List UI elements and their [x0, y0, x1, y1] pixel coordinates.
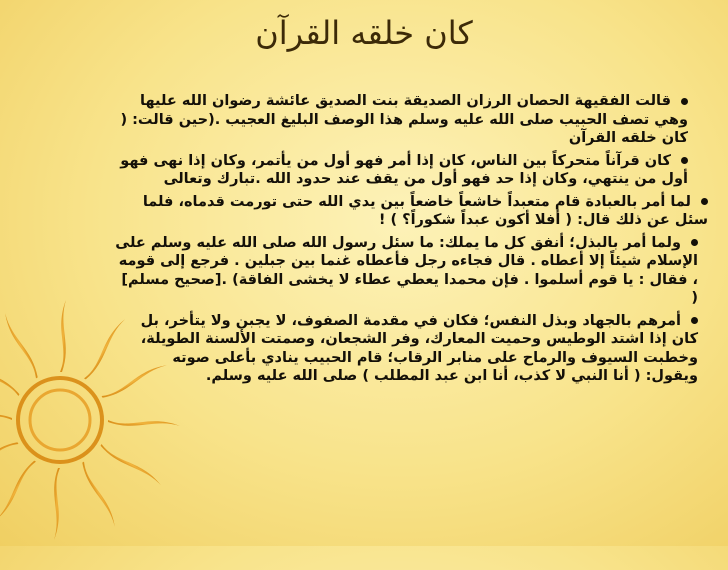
- bullet-text: قالت الفقيهة الحصان الرزان الصديقة بنت الصديق عائشة رضوان الله عليها وهي تصف الحبيب صلى الله عليه وسلم هذا الوصف البليغ العجيب .(حين قالت: ( كان خلقه القرآن: [120, 93, 688, 146]
- bullet-text: ولما أمر بالبذل؛ أنفق كل ما يملك: ما سئل رسول الله صلى الله عليه وسلم على الإسلام شيئاً إلا أعطاه . قال فجاءه رجل فأعطاه غنما بين جبلين . فرجع إلى قومه ، فقال : يا قوم أسلموا . فإن محمدا يعطي عطاء لا يخشى الفاقة) .[صحيح مسلم] (: [115, 234, 698, 306]
- bullet-item: [115, 152, 698, 189]
- bullet-item: [115, 92, 698, 148]
- bullet-item: [115, 193, 708, 230]
- bullet-dot-icon: [701, 198, 708, 205]
- bullet-item: [115, 312, 698, 386]
- bullet-text: كان قرآناً متحركاً بين الناس، كان إذا أمر فهو أول من يأتمر، وكان إذا نهى فهو أول من ينتهي، وكان إذا حد فهو أول من يقف عند حدود الله .تبارك وتعالى: [120, 152, 688, 187]
- bullet-dot-icon: [691, 317, 698, 324]
- bullet-text: لما أمر بالعبادة قام متعبداً خاشعاً خاضعاً بين يدي الله حتى تورمت قدماه، فلما سئل عن ذلك قال: ( أفلا أكون عبداً شكوراً؟ ) !: [142, 193, 708, 228]
- bullet-dot-icon: [681, 157, 688, 164]
- bullet-dot-icon: [691, 239, 698, 246]
- bullet-list: [115, 92, 708, 390]
- bullet-item: [115, 234, 698, 308]
- bullet-text: أمرهم بالجهاد وبذل النفس؛ فكان في مقدمة الصفوف، لا يجبن ولا يتأخر، بل كان إذا اشتد الوطيس وحميت المعارك، وفر الشجعان، وصمتت الألسنة الطويلة، وخطبت السيوف والرماح على منابر الرقاب؛ قام الحبيب ينادي بأعلى صوته ويقول: ( أنا النبي لا كذب، أنا ابن عبد المطلب ) صلى الله عليه وسلم.: [140, 312, 698, 384]
- slide-title: كان خلقه القرآن: [255, 14, 473, 52]
- bullet-dot-icon: [681, 98, 688, 105]
